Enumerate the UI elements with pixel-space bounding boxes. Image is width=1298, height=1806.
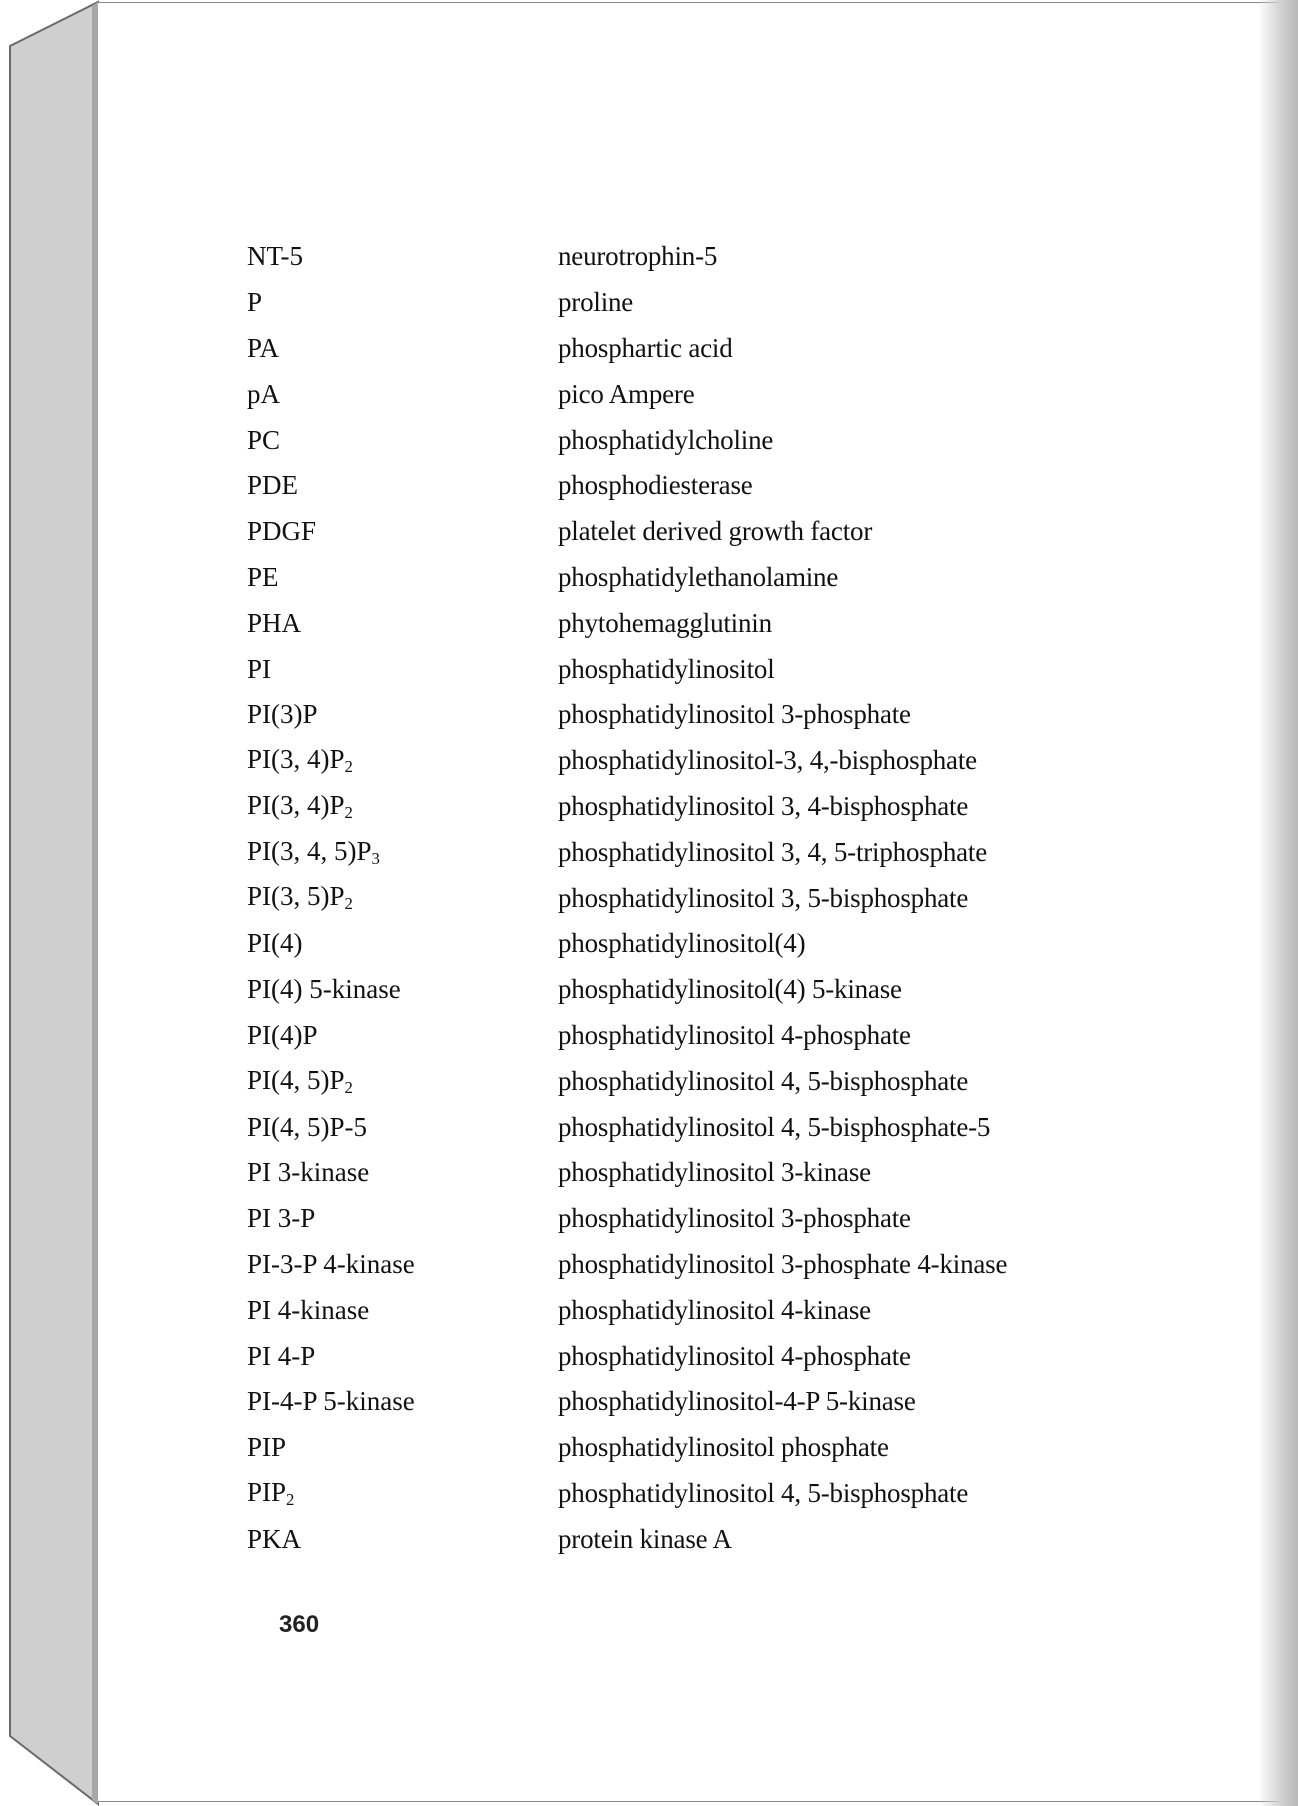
abbreviation-text: PI 3-kinase [247,1157,370,1188]
abbreviation-definition: phytohemagglutinin [558,607,772,638]
abbreviation-row [247,967,1147,1013]
abbreviation-row [247,875,1147,921]
abbreviation-subscript: 2 [344,757,353,777]
abbreviation-text: PI 4-kinase [247,1294,370,1325]
abbreviation-row [247,234,1147,280]
abbreviation-row [247,463,1147,509]
abbreviation-term [247,516,558,547]
abbreviation-definition: phosphatidylinositol phosphate [558,1432,889,1463]
abbreviation-subscript: 2 [344,1077,353,1097]
abbreviation-row [247,1058,1147,1104]
abbreviation-definition: phosphartic acid [558,332,733,363]
abbreviation-term [247,744,558,777]
abbreviation-text: PI(3, 4)P [247,744,345,775]
abbreviation-text: PI(4, 5)P [247,1064,345,1095]
abbreviation-subscript: 2 [344,894,353,914]
abbreviation-row [247,829,1147,875]
abbreviation-term [247,562,558,593]
abbreviation-term [247,425,558,456]
abbreviation-term [247,379,558,410]
page-edge-shadow [1258,0,1298,1806]
abbreviation-subscript: 2 [344,803,353,823]
abbreviation-row [247,600,1147,646]
abbreviation-term [247,1524,558,1555]
abbreviation-definition: phosphatidylinositol 4, 5-bisphosphate [558,1065,969,1096]
abbreviation-text: PDE [247,470,299,501]
abbreviation-definition: phosphatidylinositol 3-phosphate [558,699,911,730]
book-spine [0,0,100,1806]
abbreviation-row [247,738,1147,784]
abbreviation-text: PI 3-P [247,1203,316,1234]
abbreviation-term [247,928,558,959]
abbreviation-definition: pico Ampere [558,378,695,409]
abbreviation-definition: phosphatidylinositol 4-phosphate [558,1019,911,1050]
abbreviation-term [247,974,558,1005]
abbreviation-term [247,699,558,730]
abbreviation-term [247,1432,558,1463]
abbreviation-term [247,1477,558,1510]
abbreviation-row [247,784,1147,830]
abbreviation-term [247,287,558,318]
abbreviation-text: PI(4, 5)P-5 [247,1111,367,1142]
page-number: 360 [279,1611,320,1638]
abbreviation-term [247,1203,558,1234]
abbreviation-definition: phosphatidylinositol 3, 4, 5-triphosphate [558,836,988,867]
abbreviation-definition: phosphatidylinositol-4-P 5-kinase [558,1386,916,1417]
abbreviation-term [247,1112,558,1143]
abbreviation-row [247,1287,1147,1333]
abbreviation-term [247,836,558,869]
abbreviation-definition: phosphatidylinositol 3-phosphate [558,1203,911,1234]
abbreviation-row [247,1425,1147,1471]
abbreviation-row [247,646,1147,692]
abbreviation-term [247,1020,558,1051]
abbreviation-term [247,1157,558,1188]
abbreviation-row [247,1471,1147,1517]
abbreviation-row [247,1379,1147,1425]
abbreviation-definition: phosphatidylethanolamine [558,561,839,592]
abbreviation-definition: phosphatidylinositol 4-kinase [558,1294,871,1325]
abbreviation-text: PI-4-P 5-kinase [247,1386,415,1417]
abbreviation-definition: phosphatidylinositol 3, 4-bisphosphate [558,790,969,821]
abbreviation-text: PE [247,561,279,592]
abbreviation-definition: phosphatidylinositol(4) [558,928,806,959]
abbreviation-definition: neurotrophin-5 [558,241,718,272]
abbreviation-definition: phosphatidylinositol 3, 5-bisphosphate [558,882,969,913]
abbreviation-text: PI(3, 4)P [247,789,345,820]
abbreviation-row [247,326,1147,372]
abbreviation-definition: phosphatidylinositol 4-phosphate [558,1340,911,1371]
abbreviation-list [247,234,1147,1562]
abbreviation-row [247,1104,1147,1150]
abbreviation-definition: phosphatidylinositol 3-phosphate 4-kinase [558,1248,1008,1279]
abbreviation-text: PIP [247,1476,287,1507]
abbreviation-term [247,470,558,501]
abbreviation-row [247,1013,1147,1059]
abbreviation-text: PI(4) [247,928,303,959]
abbreviation-definition: phosphatidylinositol 3-kinase [558,1157,871,1188]
abbreviation-text: NT-5 [247,241,304,272]
abbreviation-row [247,280,1147,326]
abbreviation-definition: protein kinase A [558,1523,732,1554]
abbreviation-row [247,1150,1147,1196]
abbreviation-definition: phosphatidylinositol(4) 5-kinase [558,974,902,1005]
abbreviation-text: PI 4-P [247,1340,316,1371]
abbreviation-term [247,1295,558,1326]
abbreviation-row [247,1196,1147,1242]
abbreviation-row [247,1242,1147,1288]
abbreviation-row [247,555,1147,601]
abbreviation-text: PI(3, 5)P [247,881,345,912]
abbreviation-text: PI(3, 4, 5)P [247,835,372,866]
abbreviation-row [247,371,1147,417]
abbreviation-definition: platelet derived growth factor [558,516,873,547]
abbreviation-term [247,790,558,823]
abbreviation-text: PA [247,332,280,363]
abbreviation-row [247,1333,1147,1379]
abbreviation-text: PI [247,653,272,684]
abbreviation-term [247,881,558,914]
abbreviation-text: PI-3-P 4-kinase [247,1248,415,1279]
abbreviation-definition: phosphodiesterase [558,470,753,501]
abbreviation-term [247,1386,558,1417]
abbreviation-term [247,1065,558,1098]
abbreviation-term [247,654,558,685]
abbreviation-subscript: 2 [286,1490,295,1509]
abbreviation-text: pA [247,378,280,409]
abbreviation-definition: phosphatidylinositol-3, 4,-bisphosphate [558,745,977,776]
abbreviation-text: P [247,287,263,318]
abbreviation-definition: proline [558,287,634,318]
abbreviation-text: PC [247,424,281,455]
abbreviation-row [247,509,1147,555]
abbreviation-text: PI(3)P [247,699,318,730]
abbreviation-row [247,921,1147,967]
abbreviation-definition: phosphatidylinositol 4, 5-bisphosphate-5 [558,1111,991,1142]
abbreviation-row [247,692,1147,738]
abbreviation-term [247,333,558,364]
abbreviation-definition: phosphatidylcholine [558,424,774,455]
abbreviation-term [247,608,558,639]
abbreviation-text: PIP [247,1432,287,1463]
abbreviation-subscript: 3 [371,848,380,868]
abbreviation-term [247,1249,558,1280]
abbreviation-text: PKA [247,1523,302,1554]
abbreviation-definition: phosphatidylinositol [558,653,775,684]
abbreviation-row [247,1516,1147,1562]
abbreviation-definition: phosphatidylinositol 4, 5-bisphosphate [558,1477,969,1508]
abbreviation-text: PDGF [247,516,317,547]
abbreviation-row [247,417,1147,463]
abbreviation-term [247,1341,558,1372]
abbreviation-text: PI(4) 5-kinase [247,974,401,1005]
abbreviation-text: PI(4)P [247,1019,318,1050]
abbreviation-term [247,241,558,272]
abbreviation-text: PHA [247,607,302,638]
